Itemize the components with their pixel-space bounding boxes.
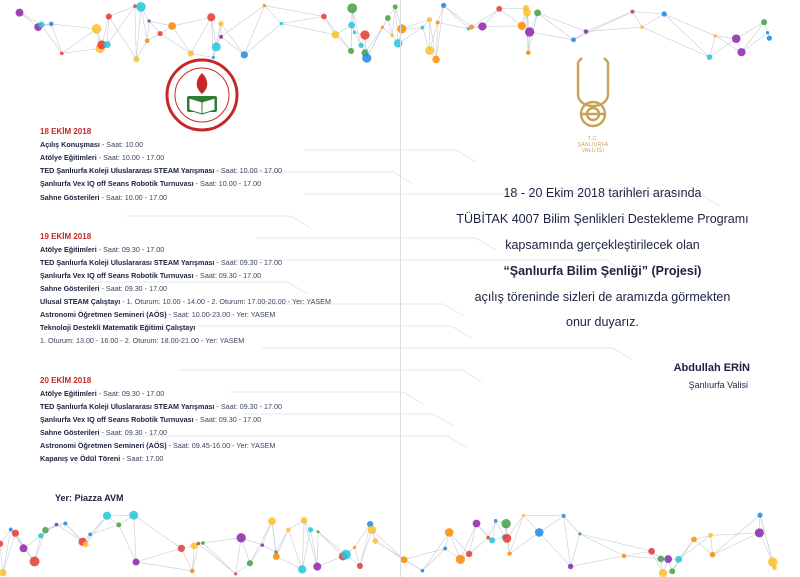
item-time: - Saat: 10.00: [99, 140, 144, 149]
molecule-node: [301, 517, 308, 524]
molecule-bond: [538, 13, 574, 40]
molecule-node: [133, 56, 139, 62]
molecule-bond: [160, 34, 191, 54]
molecule-node: [263, 4, 266, 7]
molecule-bond: [539, 516, 563, 533]
item-name: Kapanış ve Ödül Töreni: [40, 454, 121, 463]
molecule-node: [321, 14, 327, 20]
molecule-bond: [262, 545, 276, 552]
molecule-node: [147, 19, 150, 22]
molecule-node: [0, 569, 7, 576]
item-name: Atölye Eğitimleri: [40, 153, 97, 162]
schedule-item: [40, 284, 167, 293]
molecule-node: [772, 565, 777, 570]
molecule-bond: [317, 532, 318, 567]
molecule-node: [273, 553, 280, 560]
molecule-bond: [244, 24, 281, 55]
venue-label: Yer: Piazza AVM: [55, 493, 124, 503]
molecule-node: [658, 556, 665, 563]
item-time: - Saat: 09.30 - 17.00: [96, 389, 165, 398]
molecule-node: [502, 534, 511, 543]
circuit-line: [305, 150, 476, 162]
molecule-node: [207, 13, 215, 21]
molecule-bond: [203, 543, 236, 574]
molecule-node: [622, 554, 626, 558]
item-name: Şanlıurfa Vex IQ off Seans Robotik Turnuvası: [40, 271, 194, 280]
molecule-node: [347, 3, 357, 13]
schedule-item: [40, 193, 167, 202]
molecule-node: [197, 542, 200, 545]
schedule-item: [40, 402, 282, 411]
molecule-node: [691, 537, 697, 543]
molecule-node: [268, 517, 276, 525]
invitation-line: açılış töreninde sizleri de aramızda görmekten: [474, 290, 731, 304]
day-heading: 18 EKİM 2018: [40, 127, 92, 136]
item-name: Sahne Gösterileri: [40, 193, 100, 202]
schedule-item: [40, 323, 195, 332]
molecule-node: [473, 520, 481, 528]
molecule-node: [518, 22, 526, 30]
molecule-node: [116, 522, 121, 527]
molecule-node: [362, 54, 371, 63]
molecule-bond: [510, 532, 540, 553]
molecule-bond: [713, 533, 760, 555]
schedule-item: [40, 140, 143, 149]
molecule-bond: [469, 523, 476, 554]
item-name: Şanlıurfa Vex IQ off Seans Robotik Turnuvası: [40, 415, 194, 424]
schedule-item: [40, 297, 331, 306]
molecule-node: [157, 31, 162, 36]
molecule-bond: [119, 525, 136, 562]
molecule-node: [486, 536, 490, 540]
molecule-bond: [482, 26, 521, 27]
item-time: - Saat: 09.30 - 17.00: [193, 415, 262, 424]
molecule-bond: [510, 515, 524, 553]
item-time: - Saat: 10.00 - 17.00: [99, 193, 168, 202]
molecule-bond: [191, 17, 211, 53]
molecule-bond: [499, 8, 526, 9]
molecule-node: [42, 527, 48, 533]
molecule-node: [489, 537, 495, 543]
molecule-node: [648, 548, 655, 555]
molecule-bond: [41, 25, 61, 54]
invitation-line: kapsamında gerçekleştirilecek olan: [505, 238, 700, 252]
molecule-bond: [198, 543, 235, 573]
item-name: Ulusal STEAM Çalıştayı: [40, 297, 121, 306]
molecule-bond: [191, 54, 213, 58]
molecule-bond: [444, 5, 472, 27]
molecule-node: [466, 551, 472, 557]
molecule-bond: [664, 14, 709, 57]
day-heading: 19 EKİM 2018: [40, 232, 92, 241]
molecule-bond: [664, 14, 715, 36]
circuit-line: [126, 216, 310, 228]
molecule-bond: [134, 515, 136, 562]
molecule-node: [710, 552, 716, 558]
item-name: TED Şanlıurfa Koleji Uluslararası STEAM Yarışması: [40, 258, 215, 267]
molecule-bond: [571, 534, 580, 567]
molecule-node: [368, 526, 376, 534]
molecule-node: [390, 34, 394, 38]
molecule-node: [237, 533, 246, 542]
molecule-bond: [181, 548, 192, 571]
molecule-node: [12, 530, 19, 537]
item-time: - Saat: 09.30 - 17.00: [99, 284, 168, 293]
molecule-node: [768, 557, 778, 567]
invitation-line: TÜBİTAK 4007 Bilim Şenlikleri Destekleme Programı: [456, 212, 749, 226]
molecule-bond: [281, 24, 335, 35]
molecule-node: [445, 528, 454, 537]
molecule-node: [708, 533, 713, 538]
molecule-node: [669, 568, 675, 574]
molecule-bond: [236, 538, 242, 574]
molecule-node: [16, 9, 24, 17]
molecule-node: [133, 558, 140, 565]
emblem-line-tc: T.C.: [587, 136, 599, 142]
molecule-bond: [422, 532, 449, 570]
molecule-node: [584, 29, 589, 34]
page-fold-line: [400, 0, 401, 577]
molecule-node: [106, 13, 112, 19]
molecule-node: [360, 30, 369, 39]
molecule-bond: [360, 530, 372, 566]
molecule-node: [469, 25, 474, 30]
molecule-node: [578, 532, 581, 535]
molecule-node: [427, 17, 432, 22]
molecule-bond: [281, 17, 324, 24]
molecule-node: [133, 4, 137, 8]
schedule-item: [40, 179, 261, 188]
molecule-node: [219, 35, 223, 39]
molecule-bond: [499, 9, 522, 26]
molecule-node: [478, 22, 486, 30]
molecule-node: [241, 51, 248, 58]
item-name: Açılış Konuşması: [40, 140, 100, 149]
emblem-line-office: VALİLİĞİ: [581, 148, 605, 154]
schedule-item: [40, 454, 163, 463]
governorship-emblem-caption: [570, 136, 616, 154]
molecule-node: [393, 4, 398, 9]
signatory-name: Abdullah ERİN: [673, 362, 750, 374]
molecule-bond: [365, 27, 382, 53]
project-title: “Şanlıurfa Bilim Şenliği” (Projesi): [503, 264, 702, 278]
molecule-node: [535, 528, 544, 537]
molecule-node: [385, 15, 391, 21]
item-time: - Saat: 09.30 - 17.00: [96, 245, 165, 254]
molecule-bond: [642, 27, 709, 57]
molecule-bond: [136, 548, 181, 562]
molecule-bond: [0, 544, 3, 573]
molecule-bond: [580, 534, 652, 551]
molecule-node: [373, 538, 379, 544]
molecule-node: [92, 24, 102, 34]
molecule-node: [63, 521, 67, 525]
molecule-bond: [136, 562, 192, 571]
molecule-node: [191, 542, 198, 549]
molecule-node: [714, 34, 718, 38]
molecule-node: [568, 564, 573, 569]
molecule-node: [55, 523, 59, 527]
molecule-node: [523, 9, 531, 17]
molecule-node: [286, 527, 291, 532]
emblem-line-city: ŞANLIURFA: [577, 142, 609, 148]
item-time: - Saat: 09.30 - 17.00: [214, 402, 282, 411]
molecule-bond: [311, 530, 318, 567]
molecule-node: [630, 10, 634, 14]
item-time: - Saat: 09.30 - 17.00: [193, 271, 262, 280]
molecule-node: [9, 528, 13, 532]
molecule-node: [767, 35, 772, 40]
schedule-item: [40, 336, 244, 345]
molecule-node: [432, 56, 439, 63]
molecule-node: [707, 54, 713, 60]
molecule-bond: [147, 21, 149, 41]
schedule-item: [40, 166, 282, 175]
molecule-bond: [741, 22, 764, 52]
schedule-item: [40, 389, 164, 398]
item-name: TED Şanlıurfa Koleji Uluslararası STEAM Yarışması: [40, 166, 215, 175]
molecule-bond: [571, 556, 624, 567]
schedule-item: [40, 245, 164, 254]
item-time: - Saat: 09.30 - 17.00: [214, 258, 282, 267]
item-time: - Saat: 10.00 - 17.00: [214, 166, 282, 175]
molecule-node: [313, 563, 321, 571]
molecule-node: [348, 22, 355, 29]
molecule-bond: [51, 24, 61, 53]
item-time: - 1. Oturum: 10.00 - 14.00 - 2. Oturum: 17.00-20.00 - Yer: YASEM: [120, 297, 331, 306]
molecule-node: [104, 41, 111, 48]
item-name: Sahne Gösterileri: [40, 284, 100, 293]
molecule-bond: [580, 534, 624, 556]
molecule-bond: [382, 27, 392, 35]
circuit-line: [178, 370, 482, 382]
item-name: Teknoloji Destekli Matematik Eğitimi Çalıştayı: [40, 323, 196, 332]
molecule-node: [394, 39, 403, 48]
molecule-node: [755, 528, 764, 537]
molecule-node: [737, 48, 745, 56]
molecule-node: [49, 22, 54, 27]
molecule-node: [145, 39, 150, 44]
molecule-node: [496, 6, 502, 12]
day-heading: 20 EKİM 2018: [40, 376, 92, 385]
molecule-node: [317, 530, 320, 533]
education-directorate-emblem: [165, 58, 239, 132]
molecule-node: [562, 514, 566, 518]
item-time: - Saat: 09.45-16.00 - Yer: YASEM: [166, 441, 276, 450]
molecule-node: [38, 22, 44, 28]
molecule-node: [526, 50, 531, 55]
molecule-bond: [51, 24, 96, 29]
molecule-node: [494, 519, 498, 523]
molecule-bond: [530, 32, 574, 40]
molecule-node: [348, 48, 354, 54]
molecule-bond: [632, 12, 642, 27]
schedule-item: [40, 258, 282, 267]
molecule-node: [441, 3, 446, 8]
molecule-node: [353, 546, 356, 549]
molecule-node: [358, 43, 363, 48]
molecule-bond: [444, 5, 469, 28]
molecule-node: [201, 541, 205, 545]
molecule-node: [425, 46, 434, 55]
invitation-line: onur duyarız.: [566, 315, 639, 329]
molecule-bond: [672, 539, 694, 571]
molecule-bond: [172, 17, 211, 26]
molecule-node: [218, 21, 223, 26]
molecule-node: [525, 27, 534, 36]
molecule-node: [30, 556, 40, 566]
molecule-node: [766, 31, 769, 34]
schedule-item: [40, 310, 275, 319]
molecule-node: [188, 50, 194, 56]
item-time: - Saat: 10.00 - 17.00: [96, 153, 165, 162]
molecule-node: [83, 541, 89, 547]
molecule-node: [168, 22, 176, 30]
circuit-line: [243, 414, 453, 426]
item-name: Sahne Gösterileri: [40, 428, 100, 437]
item-time: 1. Oturum: 13.00 - 16.00 - 2. Oturum: 18.00-21.00 - Yer: YASEM: [40, 336, 245, 345]
molecule-node: [88, 533, 92, 537]
molecule-node: [436, 20, 440, 24]
molecule-bond: [136, 7, 141, 59]
molecule-node: [308, 527, 313, 532]
molecule-node: [443, 547, 447, 551]
molecule-node: [0, 541, 3, 547]
molecule-bond: [538, 13, 586, 32]
molecule-node: [280, 22, 284, 26]
molecule-node: [534, 9, 541, 16]
molecule-bond: [711, 535, 713, 554]
molecule-node: [397, 24, 406, 33]
item-time: - Saat: 09.30 - 17.00: [99, 428, 168, 437]
molecule-node: [421, 569, 425, 573]
molecule-node: [757, 513, 762, 518]
molecule-bond: [449, 532, 469, 554]
schedule-item: [40, 428, 167, 437]
molecule-node: [421, 26, 425, 30]
molecule-node: [247, 560, 253, 566]
item-name: Astronomi Öğretmen Semineri (AÖS): [40, 441, 167, 450]
molecule-bond: [741, 33, 767, 52]
molecule-node: [571, 37, 576, 42]
schedule-item: [40, 415, 261, 424]
molecule-node: [675, 556, 682, 563]
item-time: - Saat: 17.00: [120, 454, 164, 463]
molecule-node: [640, 25, 644, 29]
governorship-emblem: [570, 54, 616, 136]
molecule-node: [178, 545, 185, 552]
molecule-bond: [438, 23, 469, 29]
molecule-node: [501, 519, 510, 528]
molecule-bond: [564, 516, 571, 567]
molecule-bond: [367, 18, 388, 58]
molecule-bond: [135, 6, 136, 59]
item-name: Astronomi Öğretmen Semineri (AÖS): [40, 310, 167, 319]
molecule-bond: [172, 26, 191, 53]
molecule-bond: [632, 12, 664, 14]
molecule-node: [353, 31, 357, 35]
schedule-item: [40, 153, 164, 162]
molecule-node: [212, 42, 221, 51]
item-name: Şanlıurfa Vex IQ off Seans Robotik Turnuvası: [40, 179, 194, 188]
molecule-bond: [392, 7, 395, 35]
signatory-title: Şanlıurfa Valisi: [688, 380, 748, 390]
molecule-bond: [488, 521, 496, 538]
molecule-node: [732, 34, 741, 43]
molecule-node: [190, 569, 195, 574]
item-name: Atölye Eğitimleri: [40, 389, 97, 398]
molecule-node: [261, 543, 265, 547]
molecule-bond: [564, 516, 580, 534]
molecule-node: [357, 563, 363, 569]
molecule-node: [103, 512, 111, 520]
molecule-node: [661, 11, 666, 16]
item-time: - Saat: 10.00-23.00 - Yer: YASEM: [166, 310, 276, 319]
molecule-node: [522, 514, 525, 517]
molecule-bond: [354, 524, 370, 547]
molecule-node: [332, 31, 340, 39]
molecule-node: [401, 556, 408, 563]
molecule-bond: [694, 539, 713, 554]
molecule-node: [381, 26, 384, 29]
schedule-item: [40, 441, 275, 450]
molecule-bond: [56, 525, 82, 542]
circuit-line: [262, 348, 632, 360]
molecule-bond: [276, 530, 288, 557]
molecule-node: [234, 572, 237, 575]
molecule-node: [136, 2, 146, 12]
molecule-bond: [736, 22, 764, 38]
molecule-node: [129, 511, 138, 520]
molecule-bond: [469, 538, 488, 554]
molecule-node: [659, 569, 667, 577]
item-time: - Saat: 10.00 - 17.00: [193, 179, 262, 188]
molecule-node: [20, 544, 28, 552]
molecule-node: [507, 551, 511, 555]
invitation-line: 18 - 20 Ekim 2018 tarihleri arasında: [503, 186, 702, 200]
molecule-bond: [318, 532, 343, 557]
molecule-bond: [250, 545, 262, 563]
molecule-node: [38, 533, 43, 538]
molecule-node: [60, 52, 64, 56]
molecule-bond: [574, 12, 633, 40]
molecule-bond: [624, 551, 652, 556]
molecule-bond: [318, 532, 346, 555]
molecule-node: [456, 555, 465, 564]
item-name: Atölye Eğitimleri: [40, 245, 97, 254]
molecule-node: [298, 565, 306, 573]
molecule-node: [664, 555, 672, 563]
molecule-bond: [642, 14, 664, 27]
schedule-item: [40, 271, 261, 280]
item-name: TED Şanlıurfa Koleji Uluslararası STEAM Yarışması: [40, 402, 215, 411]
molecule-node: [761, 19, 767, 25]
molecule-node: [341, 550, 351, 560]
molecule-bond: [203, 538, 241, 543]
molecule-bond: [539, 532, 570, 566]
molecule-bond: [134, 515, 182, 548]
molecule-bond: [711, 533, 760, 535]
